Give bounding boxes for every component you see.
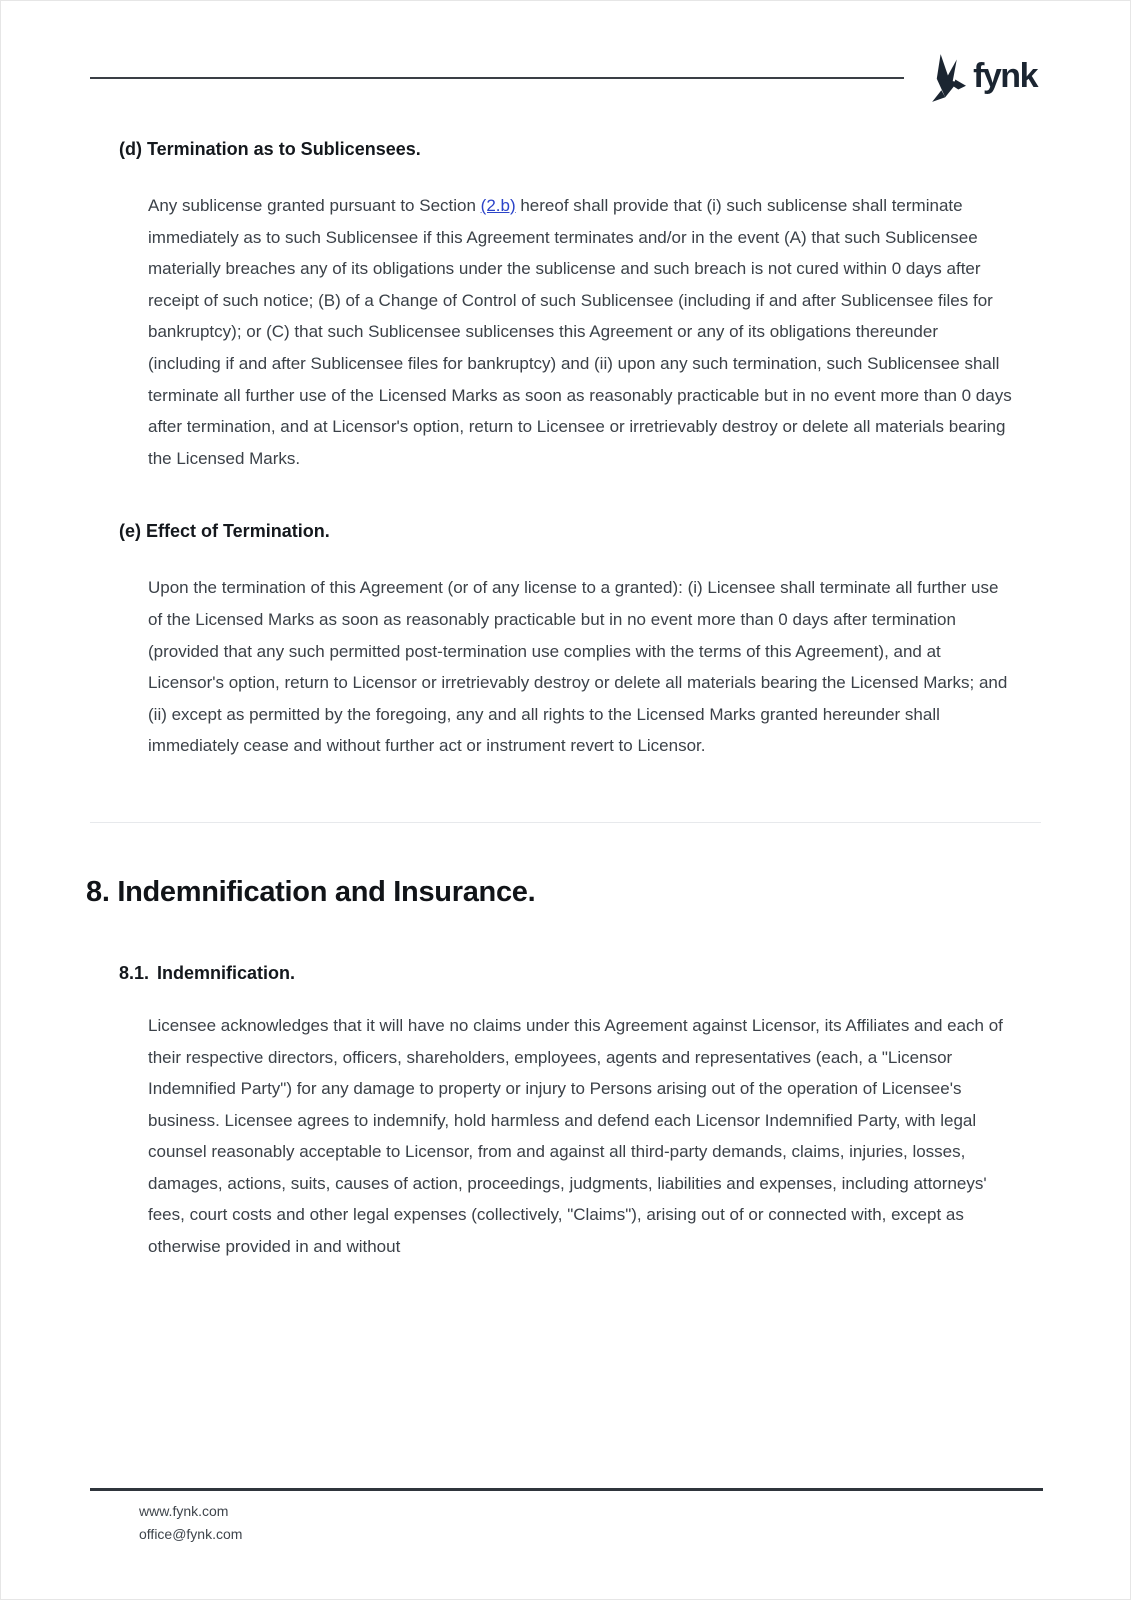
section-8-1-heading: [119, 962, 1012, 984]
section-2b-link[interactable]: (2.b): [480, 196, 516, 215]
section-8-1-title: Indemnification.: [157, 962, 296, 983]
page-header: [90, 45, 1037, 111]
section-8-1-label: 8.1.: [119, 962, 150, 983]
clause-d-text-before-link: Any sublicense granted pursuant to Section: [148, 196, 481, 215]
footer-email: office@fynk.com: [139, 1526, 243, 1542]
clause-d-heading: [119, 138, 1012, 160]
clause-e-label: (e): [119, 521, 141, 542]
section-8-1-paragraph: Licensee acknowledges that it will have no claims under this Agreement against Licensor, its Affiliates and each of their respective directors, officers, shareholders, employees, agents and representatives (each, a "Licensor Indemnified Party") for any damage to property or injury to Persons arising out of the operation of Licensee's business. Licensee agrees to indemnify, hold harmless and defend each Licensor Indemnified Party, with legal counsel reasonably acceptable to Licensor, from and against all third-party demands, claims, injuries, losses, damages, actions, suits, causes of action, proceedings, judgments, liabilities and expenses, including attorneys' fees, court costs and other legal expenses (collectively, "Claims"), arising out of or connected with, except as otherwise provided in and without: [148, 1015, 1003, 1257]
clause-d-paragraph: [148, 190, 1014, 474]
section-8-heading: 8. Indemnification and Insurance.: [86, 875, 536, 908]
page-footer: [90, 1488, 1043, 1546]
header-rule: [90, 77, 904, 79]
section-divider: [90, 822, 1041, 823]
document-body: [1, 138, 1130, 1263]
clause-e-heading: [119, 520, 1012, 542]
brand-wordmark: fynk: [973, 57, 1037, 95]
clause-e-paragraph: Upon the termination of this Agreement (or of any license to a granted): (i) Licensee shall terminate all further use of the Licensed Marks as soon as reasonably practicable but in no event more than 0 days after termination (provided that any such permitted post-termination use complies with the terms of this Agreement), and at Licensor's option, return to Licensor or irretrievably destroy or delete all materials bearing the Licensed Marks; and (ii) except as permitted by the foregoing, any and all rights to the Licensed Marks granted hereunder shall immediately cease and without further act or instrument revert to Licensor.: [148, 578, 1008, 756]
footer-website: www.fynk.com: [139, 1503, 229, 1519]
clause-d-label: (d): [119, 139, 142, 159]
brand-logo: [926, 53, 1037, 103]
clause-d-title: Termination as to Sublicensees.: [147, 139, 421, 159]
origami-bird-icon: [926, 53, 966, 103]
clause-d-text-after-link: hereof shall provide that (i) such sublicense shall terminate immediately as to such Sublicensee if this Agreement terminates and/or in the event (A) that such Sublicensee materially breaches any of its obligations under the sublicense and such breach is not cured within 0 days after receipt of such notice; (B) of a Change of Control of such Sublicensee (including if and after Sublicensee files for bankruptcy); or (C) that such Sublicensee sublicenses this Agreement or any of its obligations thereunder (including if and after Sublicensee files for bankruptcy) and (ii) upon any such termination, such Sublicensee shall terminate all further use of the Licensed Marks as soon as reasonably practicable but in no event more than 0 days after termination, and at Licensor's option, return to Licensee or irretrievably destroy or delete all materials bearing the Licensed Marks.: [148, 196, 1012, 468]
clause-e-title: Effect of Termination.: [146, 521, 330, 542]
